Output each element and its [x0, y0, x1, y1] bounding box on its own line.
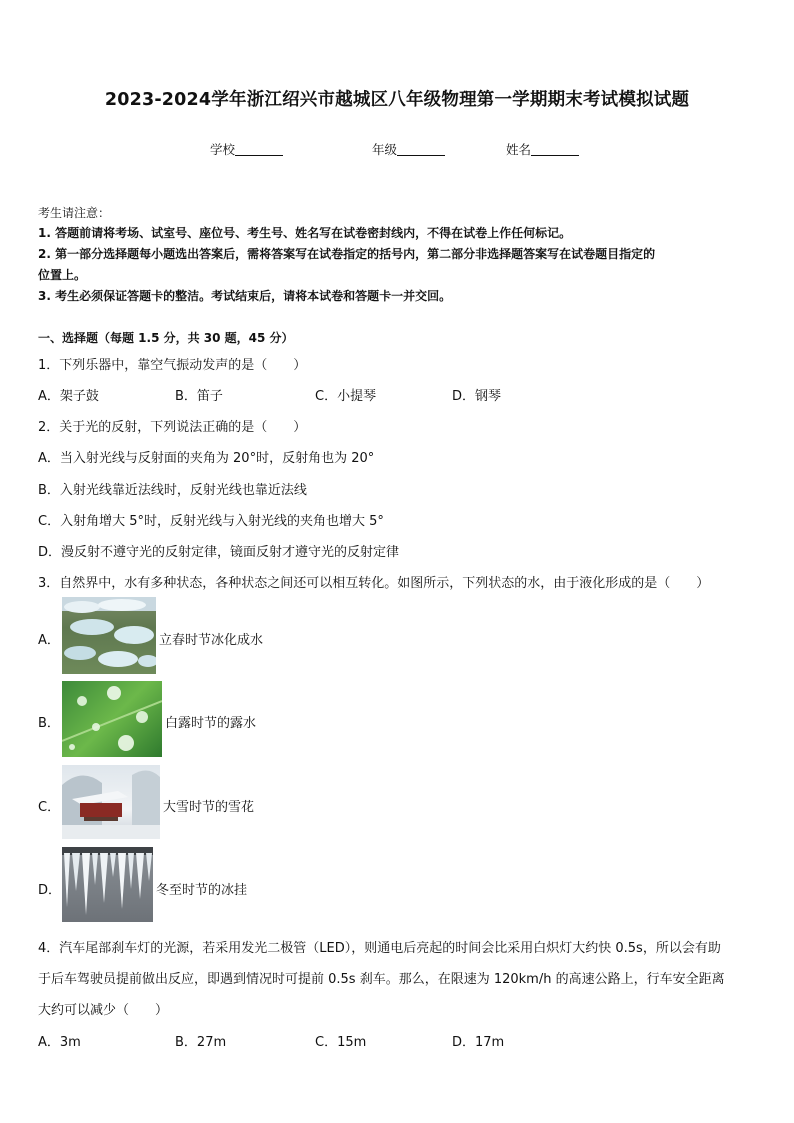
grade-field[interactable] [372, 140, 445, 158]
question-1-stem: 1．下列乐器中，靠空气振动发声的是（ ） [38, 358, 307, 373]
school-label: 学校 [210, 142, 236, 157]
melting-ice-image-drawing [62, 597, 156, 674]
notice-item: 2. 第一部分选择题每小题选出答案后，需将答案写在试卷指定的括号内，第二部分非选择题答案写在试卷题目指定的 [38, 247, 656, 261]
icicles-image [62, 847, 153, 922]
q3-option-c-letter[interactable]: C． [38, 800, 61, 815]
q2-option-b[interactable]: B．入射光线靠近法线时，反射光线也靠近法线 [38, 483, 307, 498]
notice-item: 1. 答题前请将考场、试室号、座位号、考生号、姓名写在试卷密封线内，不得在试卷上作任何标记。 [38, 226, 572, 240]
icicles-image-drawing [62, 847, 153, 922]
q3-option-a-letter[interactable]: A． [38, 633, 60, 648]
q3-option-b-text: 白露时节的露水 [165, 716, 257, 731]
snowy-pavilion-image-drawing [62, 765, 160, 839]
melting-ice-image [62, 597, 156, 674]
question-3-stem: 3．自然界中，水有多种状态，各种状态之间还可以相互转化。如图所示，下列状态的水，由于液化形成的是（ ） [38, 576, 710, 591]
grade-blank[interactable] [397, 143, 445, 156]
dew-on-leaf-image [62, 681, 162, 757]
notice-heading: 考生请注意： [38, 206, 111, 220]
notice-item: 3. 考生必须保证答题卡的整洁。考试结束后，请将本试卷和答题卡一并交回。 [38, 289, 452, 303]
q2-option-d[interactable]: D．漫反射不遵守光的反射定律，镜面反射才遵守光的反射定律 [38, 545, 400, 560]
q1-option-c[interactable]: C．小提琴 [315, 389, 377, 404]
q3-option-d-letter[interactable]: D． [38, 883, 62, 898]
q1-option-d[interactable]: D．钢琴 [452, 389, 502, 404]
section-heading: 一、选择题（每题 1.5 分，共 30 题，45 分） [38, 331, 294, 345]
q3-option-d-text: 冬至时节的冰挂 [156, 883, 248, 898]
q4-option-c[interactable]: C．15m [315, 1035, 367, 1050]
q3-option-c-text: 大雪时节的雪花 [163, 800, 255, 815]
question-4-line: 4．汽车尾部刹车灯的光源，若采用发光二极管（LED），则通电后亮起的时间会比采用白炽灯大约快 0.5s，所以会有助 [38, 941, 721, 956]
school-field[interactable] [210, 140, 283, 158]
question-4-line: 大约可以减少（ ） [38, 1003, 169, 1018]
name-field[interactable] [506, 140, 579, 158]
grade-label: 年级 [372, 142, 398, 157]
q1-option-a[interactable]: A．架子鼓 [38, 389, 99, 404]
q4-option-b[interactable]: B．27m [175, 1035, 227, 1050]
q3-option-b-letter[interactable]: B． [38, 716, 60, 731]
q3-option-a-text: 立春时节冰化成水 [159, 633, 264, 648]
question-4-line: 于后车驾驶员提前做出反应，即遇到情况时可提前 0.5s 刹车。那么，在限速为 120km/h 的高速公路上，行车安全距离 [38, 972, 725, 987]
dew-on-leaf-image-drawing [62, 681, 162, 757]
page-title: 2023-2024学年浙江绍兴市越城区八年级物理第一学期期末考试模拟试题 [104, 90, 690, 110]
notice-item: 位置上。 [38, 268, 87, 282]
q4-option-a[interactable]: A．3m [38, 1035, 81, 1050]
name-label: 姓名 [506, 142, 532, 157]
q1-option-b[interactable]: B．笛子 [175, 389, 223, 404]
name-blank[interactable] [531, 143, 579, 156]
school-blank[interactable] [235, 143, 283, 156]
q4-option-d[interactable]: D．17m [452, 1035, 505, 1050]
q2-option-a[interactable]: A．当入射光线与反射面的夹角为 20°时，反射角也为 20° [38, 451, 375, 466]
question-2-stem: 2．关于光的反射，下列说法正确的是（ ） [38, 420, 307, 435]
q2-option-c[interactable]: C．入射角增大 5°时，反射光线与入射光线的夹角也增大 5° [38, 514, 384, 529]
snowy-pavilion-image [62, 765, 160, 839]
